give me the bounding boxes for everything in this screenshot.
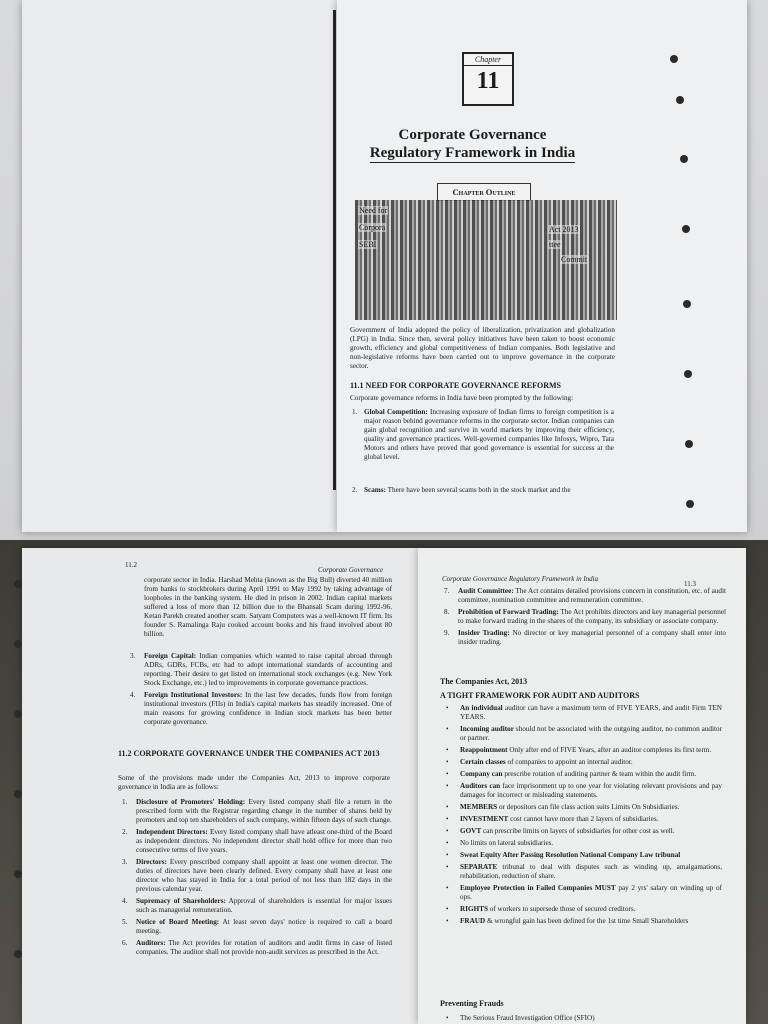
item-number: 9. [444,629,450,637]
bullet-text: face imprisonment up to one year for violating relevant provisions and pay damages for incorrect or misleading statements. [460,782,722,799]
item-title: Auditors: [136,939,166,947]
item-title: Notice of Board Meeting: [136,918,220,926]
spiral-binding-hole [686,500,694,508]
item-text: The Act prohibits directors and key managerial personnel to make forward trading in the shares of the company, its subsidiary or associate company. [458,608,727,625]
bullet-glyph: • [446,839,449,847]
provisions-list [122,798,393,960]
bullet-lead: INVESTMENT [460,815,509,823]
chapter-title-line-2: Regulatory Framework in India [369,145,576,161]
bullet-glyph: • [446,905,449,913]
spiral-binding-hole [680,155,688,163]
item-title: Global Competition: [364,408,428,416]
bullet-glyph: • [446,782,449,790]
item-title: Foreign Capital: [144,652,197,660]
item-number: 4. [130,691,136,699]
spiral-binding-hole [684,370,692,378]
provision-item [122,858,393,894]
section-intro: Corporate governance reforms in India have been prompted by the following: [350,394,574,402]
preventing-frauds-heading: Preventing Frauds [440,999,504,1008]
bullet-item [446,803,722,812]
bullet-text: can prescribe limits on layers of subsidiaries for other cost as well. [481,827,675,835]
bullet-item [446,917,722,926]
bullet-item [446,770,722,779]
outline-fragment: SEBI [359,240,377,249]
bullet-glyph: • [446,746,449,754]
bullet-item [446,884,722,902]
bullet-text: should not be associated with the outgoing auditor, no common auditor or partner. [460,725,723,742]
item-text: The Act contains detailed provisions concern in constitution, etc. of audit committee, nomination committee and remuneration committee. [458,587,726,604]
bullet-item [446,851,722,860]
outline-fragment: ttee [549,240,561,249]
item-number: 1. [122,798,128,806]
bullet-item [446,839,722,848]
scam-paragraph: corporate sector in India. Harshad Mehta (known as the Big Bull) diverted 40 million from banks to stockbrokers during April 1991 to May 1992 by taking advantage of loopholes in the banking system. He died in prison in 2002. Indian capital markets suffered a loss of more than 12 billion due to the Bhansali Scam during 1992-96. Ketan Parekh created another scam. Satyam Computers was a well-known IT firm. Its founder S. Ramalinga Raju cooked account books and his fraud involved about 80 billion. [144,576,392,638]
bullet-glyph: • [446,815,449,823]
bullet-text: The Serious Fraud Investigation Office (SFIO) [460,1014,595,1022]
bullet-lead: Reappointment [460,746,508,754]
chapter-label: Chapter [464,54,512,66]
page-gutter-line [333,10,336,490]
spiral-binding-hole [676,96,684,104]
bullet-glyph: • [446,803,449,811]
chapter-title-line-1: Corporate Governance [398,127,547,143]
bullet-glyph: • [446,704,449,712]
spiral-binding-hole [14,870,22,878]
bullet-lead: FRAUD [460,917,486,925]
bullet-lead: GOVT [460,827,482,835]
item-text: Every listed company shall file a return in the prescribed form with the Registrar regarding change in the number of shares held by promoters and top ten shareholders of such company, within fifteen days of such change. [136,798,392,824]
spiral-binding-hole [682,225,690,233]
bullet-text: pay 2 yrs' salary on winding up of ops. [460,884,722,901]
chapter-intro-paragraph: Government of India adopted the policy of liberalization, privatization and globalization (LPG) in India. Since then, several policy initiatives have been taken to boost economic growth, efficiency and global competitiveness of Indian companies. Both legislative and non-legislative reforms have been carried out to improve governance in the corporate sector. [350,326,615,370]
bullet-lead: Certain classes [460,758,506,766]
spiral-binding-hole [685,440,693,448]
bullet-text: auditor can have a maximum term of FIVE YEARS, and audit Firm TEN YEARS. [460,704,722,721]
bullet-lead: Company can [460,770,503,778]
item-number: 3. [130,652,136,660]
chapter-number: 11 [476,68,500,94]
provision-item [122,939,392,957]
framework-heading: A TIGHT FRAMEWORK FOR AUDIT AND AUDITORS [440,691,640,700]
bullet-text: & wrongful gain has been defined for the 1st time Small Shareholders [485,917,689,925]
item-number: 6. [122,939,128,947]
item-number: 3. [122,858,128,866]
item-text: No director or key managerial personnel of a company shall enter into insider trading. [458,629,726,646]
provisions-list-continued [444,587,727,650]
bullet-glyph: • [446,770,449,778]
bullet-item [446,905,722,914]
provision-item [122,798,392,825]
bullet-item [446,704,722,722]
bullet-lead: SEPARATE [460,863,498,871]
running-head: Corporate Governance [318,566,384,574]
chapter-title [345,126,600,163]
item-text: Approval of shareholders is essential for major issues such as managerial remuneration. [136,897,392,914]
item-title: Directors: [136,858,167,866]
bullet-text: of companies to appoint an internal auditor. [505,758,633,766]
item-title: Prohibition of Forward Trading: [458,608,559,616]
reform-item-global-competition [352,408,614,462]
item-title: Supremacy of Shareholders: [136,897,226,905]
blank-left-page [22,0,337,532]
bullet-lead: MEMBERS [460,803,498,811]
spiral-binding-hole [14,950,22,958]
bullet-item [446,827,722,836]
item-text: Increasing exposure of Indian firms to foreign competition is a major reason behind governance reforms in the corporate sector. Indian companies can gain global recognition and survive in world markets by improving their efficiency, quality and governance practices. Well-governed companies like Infosys, Wipro, Tata Motors and others have proved that good governance is essential for success at the global level. [364,408,614,461]
bullet-glyph: • [446,725,449,733]
bullet-item [446,815,722,824]
outline-fragment: Corpora [359,223,386,232]
item-number: 4. [122,897,128,905]
bullet-glyph: • [446,1014,449,1022]
provision-item [444,608,727,626]
outline-fragment: Need for [359,206,388,215]
provision-item [122,828,393,855]
item-number: 7. [444,587,450,595]
item-text: At least seven days' notice is required to call a board meeting. [136,918,392,935]
bullet-text: prescribe rotation of auditing partner & team within the audit firm. [502,770,697,778]
bullet-lead: An individual [460,704,503,712]
bullet-text: or depositors can file class action suits Limits On Subsidiaries. [497,803,680,811]
item-text: Every listed company shall have atleast one-third of the Board as independent directors. No independent director shall hold office for more than two consecutive terms of five years. [136,828,393,854]
audit-framework-bullets [446,704,723,929]
item-title: Audit Committee: [458,587,514,595]
outline-fragment: Act 2013 [549,225,579,234]
provision-item [444,629,726,647]
spiral-binding-hole [14,790,22,798]
provision-item [122,897,392,915]
item-title: Independent Directors: [136,828,208,836]
bullet-lead: Incoming auditor [460,725,514,733]
item-number: 1. [352,408,358,416]
item-number: 2. [352,486,358,494]
bullet-glyph: • [446,917,449,925]
spiral-binding-hole [683,300,691,308]
bullet-item [446,782,722,800]
item-number: 5. [122,918,128,926]
frauds-bullet [446,1014,722,1023]
reform-items-list [130,652,392,730]
bullet-glyph: • [446,851,449,859]
chapter-outline-heading: Chapter Outline [437,183,531,201]
section-heading-11-2: 11.2 CORPORATE GOVERNANCE UNDER THE COMPANIES ACT 2013 [118,749,380,758]
outline-fragment: Commit [561,255,588,264]
page-number: 11.3 [684,580,696,588]
reform-item-scams [352,486,614,495]
item-text: Indian companies which wanted to raise capital abroad through ADRs, GDRs, FCBs, etc had to adopt international standards of accounting and reporting. Their desire to get listed on international stock exchanges (e.g. New York Stock Exchange, etc.) led to improvements in corporate governance practices. [144,652,392,687]
bullet-text: tribunal to deal with disputes such as winding up, amalgamations, rehabilitation, reduction of share. [460,863,722,880]
bullet-text: No limits on lateral subsidiaries. [460,839,554,847]
provision-item [444,587,726,605]
item-text: Every prescribed company shall appoint at least one women director. The duties of directors have been clearly defined. Every company shall have at least one director who has stayed in India for a total period of not less than 182 days in the previous calendar year. [136,858,393,893]
bullet-glyph: • [446,758,449,766]
bullet-text: cost cannot have more than 2 layers of subsidiaries. [508,815,659,823]
act-heading: The Companies Act, 2013 [440,677,528,686]
bullet-item [446,863,722,881]
bullet-item [446,725,723,743]
bullet-item [446,758,722,767]
bullet-text: of workers to supersede those of secured creditors. [487,905,636,913]
bullet-text: Only after end of FIVE Years, after an auditor completes its first term. [507,746,712,754]
bullet-glyph: • [446,863,449,871]
item-text: The Act provides for rotation of auditors and audit firms in case of listed companies. The auditor shall not provide non-audit services as prescribed in the Act. [136,939,392,956]
item-title: Insider Trading: [458,629,510,637]
provision-item [122,918,392,936]
bullet-lead: Sweat Equity After Passing Resolution National Company Law tribunal [460,851,681,859]
bullet-glyph: • [446,884,449,892]
section-heading-11-1: 11.1 NEED FOR CORPORATE GOVERNANCE REFORMS [350,381,561,390]
spiral-binding-hole [670,55,678,63]
item-title: Foreign Institutional Investors: [144,691,243,699]
item-number: 8. [444,608,450,616]
section-intro: Some of the provisions made under the Companies Act, 2013 to improve corporate governance in India are as follows: [118,774,390,791]
bullet-lead: RIGHTS [460,905,488,913]
spiral-binding-hole [14,580,22,588]
item-text: There have been several scams both in the stock market and the [387,486,571,494]
item-title: Scams: [364,486,386,494]
spiral-binding-hole [14,710,22,718]
item-number: 2. [122,828,128,836]
item-text: In the last few decades, funds flow from foreign institutional investors (FIIs) in India's capital markets has steadily increased. One of main reasons for growing confidence in Indian stock markets has been better corporate governance. [144,691,392,726]
item-title: Disclosure of Promoters' Holding: [136,798,246,806]
bullet-lead: Auditors can [460,782,501,790]
reform-item-fii [130,691,392,727]
chapter-number-box [462,52,514,106]
running-head: Corporate Governance Regulatory Framework in India [442,575,599,583]
spiral-binding-hole [14,640,22,648]
page-number: 11.2 [125,561,137,569]
bullet-lead: Employee Protection in Failed Companies MUST [460,884,616,892]
reform-item-foreign-capital [130,652,392,688]
bullet-glyph: • [446,827,449,835]
bullet-item [446,746,722,755]
